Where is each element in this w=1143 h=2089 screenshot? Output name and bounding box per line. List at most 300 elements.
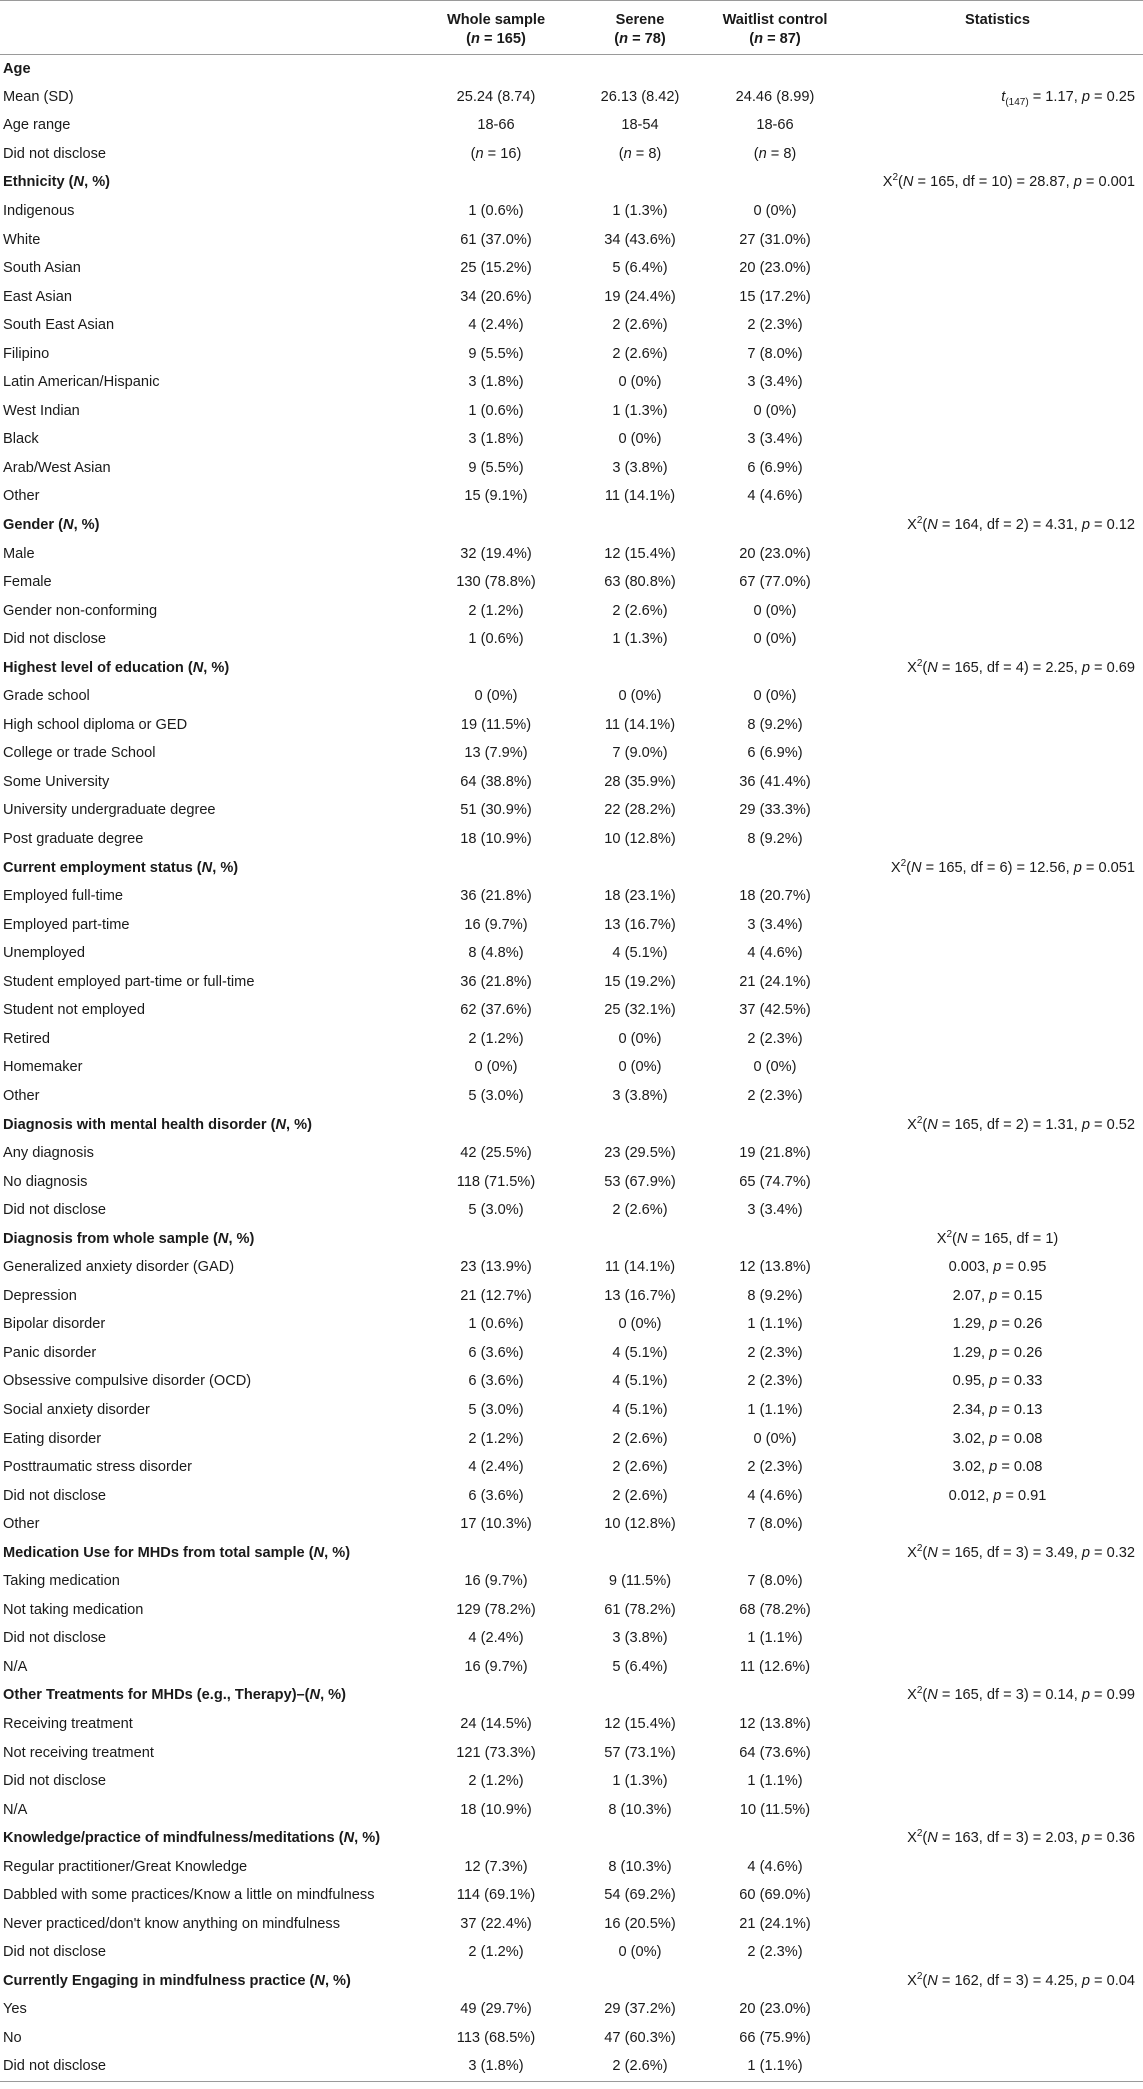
row-label: South East Asian: [3, 317, 115, 334]
table-row: [0, 1996, 1143, 2025]
table-row: [0, 369, 1143, 398]
serene-cell: 3 (3.8%): [612, 1630, 668, 1647]
table-row: [0, 1082, 1143, 1111]
serene-cell: 9 (11.5%): [608, 1573, 672, 1590]
serene-cell: [582, 511, 698, 540]
row-label: Eating disorder: [3, 1430, 102, 1447]
whole-sample-cell: 23 (13.9%): [460, 1259, 532, 1276]
row-label: Panic disorder: [3, 1344, 97, 1361]
row-label: Other Treatments for MHDs (e.g., Therapy)–(N, %): [3, 1687, 347, 1704]
table-row: [0, 426, 1143, 455]
waitlist-cell: [698, 1682, 852, 1711]
waitlist-cell: 7 (8.0%): [747, 1516, 803, 1533]
statistics-cell: [852, 540, 1143, 569]
serene-cell: (n = 8): [618, 145, 662, 162]
serene-cell: 2 (2.6%): [612, 1430, 668, 1447]
waitlist-cell: 1 (1.1%): [747, 2058, 803, 2075]
table-row: [0, 311, 1143, 340]
row-label: Gender non-conforming: [3, 602, 158, 619]
serene-cell: 0 (0%): [618, 1030, 662, 1047]
serene-cell: [582, 1967, 698, 1996]
whole-sample-cell: 16 (9.7%): [464, 1658, 528, 1675]
serene-cell: 23 (29.5%): [604, 1145, 676, 1162]
waitlist-cell: 1 (1.1%): [747, 1401, 803, 1418]
whole-sample-cell: 9 (5.5%): [468, 345, 524, 362]
section-row: [0, 1539, 1143, 1568]
row-label: Did not disclose: [3, 1487, 107, 1504]
table-row: [0, 483, 1143, 512]
waitlist-cell: 60 (69.0%): [739, 1887, 811, 1904]
table-row: [0, 882, 1143, 911]
statistics-cell: [852, 1653, 1143, 1682]
statistics-cell: [852, 597, 1143, 626]
waitlist-cell: 20 (23.0%): [739, 545, 811, 562]
row-label: No diagnosis: [3, 1173, 88, 1190]
whole-sample-cell: 51 (30.9%): [460, 802, 532, 819]
row-label: Not taking medication: [3, 1601, 144, 1618]
row-label: Post graduate degree: [3, 831, 144, 848]
row-label: Student employed part-time or full-time: [3, 973, 255, 990]
statistics-cell: [852, 1710, 1143, 1739]
waitlist-cell: 0 (0%): [753, 1430, 797, 1447]
statistics-cell: [852, 825, 1143, 854]
waitlist-cell: 29 (33.3%): [739, 802, 811, 819]
row-label: N/A: [3, 1658, 28, 1675]
statistics-cell: [852, 397, 1143, 426]
serene-cell: 12 (15.4%): [604, 545, 676, 562]
section-row: [0, 169, 1143, 198]
serene-cell: 63 (80.8%): [604, 574, 676, 591]
serene-cell: 4 (5.1%): [612, 945, 668, 962]
statistics-cell: [852, 1168, 1143, 1197]
table-row: [0, 1910, 1143, 1939]
waitlist-cell: 12 (13.8%): [739, 1715, 811, 1732]
row-label: Age range: [3, 117, 71, 134]
row-label: Indigenous: [3, 203, 75, 219]
whole-sample-cell: 5 (3.0%): [468, 1087, 524, 1104]
waitlist-cell: 7 (8.0%): [747, 1573, 803, 1590]
row-label: Latin American/Hispanic: [3, 374, 160, 391]
statistics-cell: [852, 1910, 1143, 1939]
waitlist-cell: 4 (4.6%): [747, 1858, 803, 1875]
table-row: [0, 1253, 1143, 1282]
serene-cell: 25 (32.1%): [604, 1002, 676, 1019]
statistics-cell: $t_{(147)} = 1.17$, p = 0.25: [1001, 88, 1135, 108]
statistics-cell: [852, 882, 1143, 911]
row-label: Social anxiety disorder: [3, 1401, 150, 1418]
waitlist-cell: 0 (0%): [753, 688, 797, 705]
row-label: Student not employed: [3, 1002, 145, 1019]
table-row: [0, 1396, 1143, 1425]
whole-sample-cell: 25.24 (8.74): [456, 88, 536, 105]
whole-sample-cell: 6 (3.6%): [468, 1344, 524, 1361]
waitlist-cell: [698, 1967, 852, 1996]
whole-sample-cell: [410, 1111, 582, 1140]
serene-cell: 4 (5.1%): [612, 1401, 668, 1418]
waitlist-cell: 2 (2.3%): [747, 1373, 803, 1390]
statistics-cell: $X^2(N = 165$, df = 4) = 2.25, p = 0.69: [907, 657, 1135, 676]
whole-sample-cell: 13 (7.9%): [464, 745, 528, 762]
row-label: Depression: [3, 1287, 77, 1304]
row-label: Gender (N, %): [3, 517, 100, 534]
row-label: South Asian: [3, 260, 81, 277]
waitlist-cell: 1 (1.1%): [747, 1630, 803, 1647]
row-label: Did not disclose: [3, 2058, 107, 2075]
serene-cell: 11 (14.1%): [604, 1259, 676, 1276]
table-row: [0, 1168, 1143, 1197]
waitlist-cell: 37 (42.5%): [739, 1002, 811, 1019]
whole-sample-cell: 5 (3.0%): [468, 1202, 524, 1219]
whole-sample-cell: 118 (71.5%): [456, 1173, 536, 1190]
table-row: [0, 797, 1143, 826]
row-label: West Indian: [3, 402, 80, 419]
row-label: Mean (SD): [3, 88, 74, 105]
row-label: Receiving treatment: [3, 1715, 133, 1732]
whole-sample-cell: [410, 1824, 582, 1853]
table-row: [0, 340, 1143, 369]
header-waitlist-n: (n = 87): [749, 31, 801, 47]
waitlist-cell: 27 (31.0%): [739, 231, 811, 248]
table-row: [0, 1482, 1143, 1511]
table-row: [0, 112, 1143, 141]
statistics-cell: [852, 426, 1143, 455]
serene-cell: 2 (2.6%): [612, 602, 668, 619]
statistics-cell: 2.34, p = 0.13: [952, 1401, 1043, 1418]
header-statistics: Statistics: [965, 12, 1030, 28]
table-row: [0, 1368, 1143, 1397]
row-label: Black: [3, 431, 39, 448]
waitlist-cell: 21 (24.1%): [739, 973, 811, 990]
whole-sample-cell: 4 (2.4%): [468, 1630, 524, 1647]
whole-sample-cell: [410, 1539, 582, 1568]
serene-cell: 18-54: [621, 117, 659, 134]
table-row: [0, 1567, 1143, 1596]
statistics-cell: [852, 197, 1143, 226]
table-row: [0, 568, 1143, 597]
waitlist-cell: [698, 511, 852, 540]
statistics-cell: [852, 454, 1143, 483]
table-row: [0, 1625, 1143, 1654]
serene-cell: 1 (1.3%): [612, 402, 668, 419]
waitlist-cell: 0 (0%): [753, 631, 797, 648]
section-row: [0, 511, 1143, 540]
waitlist-cell: 24.46 (8.99): [735, 88, 815, 105]
waitlist-cell: 67 (77.0%): [739, 574, 811, 591]
serene-cell: 2 (2.6%): [612, 1202, 668, 1219]
statistics-cell: [852, 2053, 1143, 2082]
waitlist-cell: 2 (2.3%): [747, 1087, 803, 1104]
serene-cell: 3 (3.8%): [612, 459, 668, 476]
section-row: [0, 1967, 1143, 1996]
statistics-cell: [852, 226, 1143, 255]
whole-sample-cell: 5 (3.0%): [468, 1401, 524, 1418]
waitlist-cell: [698, 1824, 852, 1853]
statistics-cell: 3.02, p = 0.08: [952, 1459, 1043, 1476]
waitlist-cell: 3 (3.4%): [747, 1202, 803, 1219]
table-body: [0, 55, 1143, 2082]
section-row: [0, 1111, 1143, 1140]
serene-cell: 57 (73.1%): [604, 1744, 676, 1761]
whole-sample-cell: 0 (0%): [474, 688, 518, 705]
statistics-cell: [852, 112, 1143, 141]
table-row: [0, 1853, 1143, 1882]
whole-sample-cell: 9 (5.5%): [468, 459, 524, 476]
header-blank: [0, 1, 410, 55]
statistics-cell: [852, 483, 1143, 512]
whole-sample-cell: 2 (1.2%): [468, 1030, 524, 1047]
waitlist-cell: 0 (0%): [753, 1059, 797, 1076]
row-label: Grade school: [3, 688, 90, 705]
waitlist-cell: 2 (2.3%): [747, 1030, 803, 1047]
whole-sample-cell: 64 (38.8%): [460, 773, 532, 790]
whole-sample-cell: 130 (78.8%): [456, 574, 536, 591]
waitlist-cell: 3 (3.4%): [747, 374, 803, 391]
whole-sample-cell: 32 (19.4%): [460, 545, 532, 562]
serene-cell: 0 (0%): [618, 1944, 662, 1961]
statistics-cell: [852, 1739, 1143, 1768]
waitlist-cell: (n = 8): [753, 145, 797, 162]
waitlist-cell: 4 (4.6%): [747, 1487, 803, 1504]
table-row: [0, 1653, 1143, 1682]
serene-cell: 2 (2.6%): [612, 317, 668, 334]
waitlist-cell: [698, 1225, 852, 1254]
statistics-cell: [852, 939, 1143, 968]
whole-sample-cell: 114 (69.1%): [456, 1887, 536, 1904]
row-label: Employed part-time: [3, 916, 130, 933]
waitlist-cell: 4 (4.6%): [747, 488, 803, 505]
serene-cell: 53 (67.9%): [604, 1173, 676, 1190]
row-label: Obsessive compulsive disorder (OCD): [3, 1373, 252, 1390]
table-row: [0, 2053, 1143, 2082]
waitlist-cell: 3 (3.4%): [747, 916, 803, 933]
table-row: [0, 226, 1143, 255]
serene-cell: 4 (5.1%): [612, 1344, 668, 1361]
row-label: Medication Use for MHDs from total sample (N, %): [3, 1544, 351, 1561]
statistics-cell: [852, 911, 1143, 940]
row-label: Some University: [3, 773, 110, 790]
whole-sample-cell: 21 (12.7%): [460, 1287, 532, 1304]
table-row: [0, 140, 1143, 169]
row-label: Yes: [3, 2001, 27, 2018]
serene-cell: 0 (0%): [618, 688, 662, 705]
whole-sample-cell: 129 (78.2%): [456, 1601, 536, 1618]
statistics-cell: [852, 1625, 1143, 1654]
statistics-cell: $X^2(N = 165$, df = 3) = 3.49, p = 0.32: [907, 1542, 1135, 1561]
waitlist-cell: [698, 169, 852, 198]
serene-cell: 22 (28.2%): [604, 802, 676, 819]
waitlist-cell: [698, 1539, 852, 1568]
whole-sample-cell: 15 (9.1%): [464, 488, 528, 505]
whole-sample-cell: 18 (10.9%): [460, 831, 532, 848]
statistics-cell: [852, 768, 1143, 797]
serene-cell: 15 (19.2%): [604, 973, 676, 990]
waitlist-cell: 21 (24.1%): [739, 1915, 811, 1932]
whole-sample-cell: 1 (0.6%): [468, 203, 524, 219]
statistics-cell: [852, 2024, 1143, 2053]
row-label: Generalized anxiety disorder (GAD): [3, 1259, 235, 1276]
table-row: [0, 1282, 1143, 1311]
table-row: [0, 454, 1143, 483]
waitlist-cell: 68 (78.2%): [739, 1601, 811, 1618]
waitlist-cell: [698, 1111, 852, 1140]
statistics-cell: [852, 1767, 1143, 1796]
row-label: Other: [3, 488, 40, 505]
row-label: Filipino: [3, 345, 50, 362]
table-row: [0, 1025, 1143, 1054]
row-label: Did not disclose: [3, 1202, 107, 1219]
waitlist-cell: 2 (2.3%): [747, 317, 803, 334]
section-row: [0, 654, 1143, 683]
serene-cell: 11 (14.1%): [604, 488, 676, 505]
whole-sample-cell: 19 (11.5%): [460, 716, 532, 733]
waitlist-cell: 0 (0%): [753, 602, 797, 619]
statistics-cell: [852, 1082, 1143, 1111]
whole-sample-cell: 16 (9.7%): [464, 916, 528, 933]
waitlist-cell: 2 (2.3%): [747, 1344, 803, 1361]
serene-cell: 13 (16.7%): [604, 916, 676, 933]
whole-sample-cell: 3 (1.8%): [468, 374, 524, 391]
waitlist-cell: 8 (9.2%): [747, 831, 803, 848]
table-row: [0, 997, 1143, 1026]
whole-sample-cell: 16 (9.7%): [464, 1573, 528, 1590]
table-row: [0, 1739, 1143, 1768]
statistics-cell: 3.02, p = 0.08: [952, 1430, 1043, 1447]
row-label: Did not disclose: [3, 1630, 107, 1647]
statistics-cell: [852, 1596, 1143, 1625]
table-row: [0, 1453, 1143, 1482]
whole-sample-cell: [410, 55, 582, 84]
whole-sample-cell: 25 (15.2%): [460, 260, 532, 277]
serene-cell: 54 (69.2%): [604, 1887, 676, 1904]
waitlist-cell: 15 (17.2%): [739, 288, 811, 305]
section-row: [0, 1824, 1143, 1853]
table-row: [0, 1882, 1143, 1911]
whole-sample-cell: 12 (7.3%): [464, 1858, 528, 1875]
waitlist-cell: 4 (4.6%): [747, 945, 803, 962]
serene-cell: 8 (10.3%): [608, 1858, 672, 1875]
row-label: High school diploma or GED: [3, 716, 188, 733]
table-row: [0, 625, 1143, 654]
serene-cell: 12 (15.4%): [604, 1715, 676, 1732]
waitlist-cell: 2 (2.3%): [747, 1944, 803, 1961]
row-label: Homemaker: [3, 1059, 83, 1076]
waitlist-cell: 7 (8.0%): [747, 345, 803, 362]
serene-cell: 0 (0%): [618, 1059, 662, 1076]
statistics-cell: [852, 369, 1143, 398]
table-row: [0, 397, 1143, 426]
statistics-cell: [852, 140, 1143, 169]
waitlist-cell: 36 (41.4%): [739, 773, 811, 790]
table-row: [0, 1139, 1143, 1168]
section-row: [0, 55, 1143, 84]
whole-sample-cell: [410, 654, 582, 683]
serene-cell: 13 (16.7%): [604, 1287, 676, 1304]
row-label: Female: [3, 574, 52, 591]
table-row: [0, 254, 1143, 283]
whole-sample-cell: 24 (14.5%): [460, 1715, 532, 1732]
serene-cell: 7 (9.0%): [612, 745, 668, 762]
row-label: Unemployed: [3, 945, 85, 962]
statistics-cell: [852, 1853, 1143, 1882]
serene-cell: [582, 654, 698, 683]
statistics-cell: [852, 997, 1143, 1026]
statistics-cell: $X^2(N = 165$, df = 3) = 0.14, p = 0.99: [907, 1685, 1135, 1704]
serene-cell: 2 (2.6%): [612, 1487, 668, 1504]
serene-cell: 2 (2.6%): [612, 1459, 668, 1476]
whole-sample-cell: [410, 854, 582, 883]
table-row: [0, 540, 1143, 569]
waitlist-cell: 8 (9.2%): [747, 716, 803, 733]
row-label: N/A: [3, 1801, 28, 1818]
whole-sample-cell: 113 (68.5%): [456, 2030, 536, 2046]
whole-sample-cell: [410, 1967, 582, 1996]
serene-cell: [582, 1225, 698, 1254]
serene-cell: 1 (1.3%): [612, 203, 668, 219]
serene-cell: 5 (6.4%): [612, 1658, 668, 1675]
row-label: Employed full-time: [3, 888, 124, 905]
statistics-cell: $X^2(N = 165$, df = 1): [936, 1228, 1059, 1247]
waitlist-cell: 2 (2.3%): [747, 1459, 803, 1476]
statistics-cell: 1.29, p = 0.26: [952, 1316, 1043, 1333]
waitlist-cell: 1 (1.1%): [747, 1773, 803, 1790]
row-label: Diagnosis with mental health disorder (N, %): [3, 1116, 312, 1133]
row-label: Diagnosis from whole sample (N, %): [3, 1230, 255, 1247]
whole-sample-cell: 49 (29.7%): [460, 2001, 532, 2018]
waitlist-cell: 1 (1.1%): [747, 1316, 803, 1333]
whole-sample-cell: 42 (25.5%): [460, 1145, 532, 1162]
whole-sample-cell: 2 (1.2%): [468, 1773, 524, 1790]
whole-sample-cell: 6 (3.6%): [468, 1487, 524, 1504]
row-label: No: [3, 2030, 22, 2046]
serene-cell: [582, 169, 698, 198]
serene-cell: 26.13 (8.42): [600, 88, 680, 105]
statistics-cell: $X^2(N = 163$, df = 3) = 2.03, p = 0.36: [907, 1828, 1135, 1847]
waitlist-cell: 3 (3.4%): [747, 431, 803, 448]
header-whole-sample: Whole sample (n = 165): [446, 12, 546, 47]
whole-sample-cell: 1 (0.6%): [468, 1316, 524, 1333]
whole-sample-cell: 4 (2.4%): [468, 317, 524, 334]
statistics-cell: [852, 1882, 1143, 1911]
waitlist-cell: [698, 654, 852, 683]
serene-cell: 8 (10.3%): [608, 1801, 672, 1818]
serene-cell: [582, 55, 698, 84]
whole-sample-cell: [410, 511, 582, 540]
table-row: [0, 1054, 1143, 1083]
waitlist-cell: 8 (9.2%): [747, 1287, 803, 1304]
row-label: Taking medication: [3, 1573, 120, 1590]
whole-sample-cell: 1 (0.6%): [468, 402, 524, 419]
table-row: [0, 740, 1143, 769]
table-row: [0, 1939, 1143, 1968]
statistics-cell: [852, 1567, 1143, 1596]
header-waitlist: Waitlist control (n = 87): [722, 12, 828, 47]
table-row: [0, 1196, 1143, 1225]
serene-cell: [582, 1824, 698, 1853]
row-label: Did not disclose: [3, 631, 107, 648]
table-row: [0, 1596, 1143, 1625]
whole-sample-cell: 2 (1.2%): [468, 1430, 524, 1447]
waitlist-cell: 10 (11.5%): [739, 1801, 811, 1818]
statistics-cell: [852, 55, 1143, 84]
table-row: [0, 1425, 1143, 1454]
row-label: Regular practitioner/Great Knowledge: [3, 1858, 248, 1875]
serene-cell: 11 (14.1%): [604, 716, 676, 733]
row-label: Bipolar disorder: [3, 1316, 106, 1333]
serene-cell: 34 (43.6%): [604, 231, 676, 248]
serene-cell: 1 (1.3%): [612, 1773, 668, 1790]
waitlist-cell: 18 (20.7%): [739, 888, 811, 905]
waitlist-cell: 6 (6.9%): [747, 745, 803, 762]
